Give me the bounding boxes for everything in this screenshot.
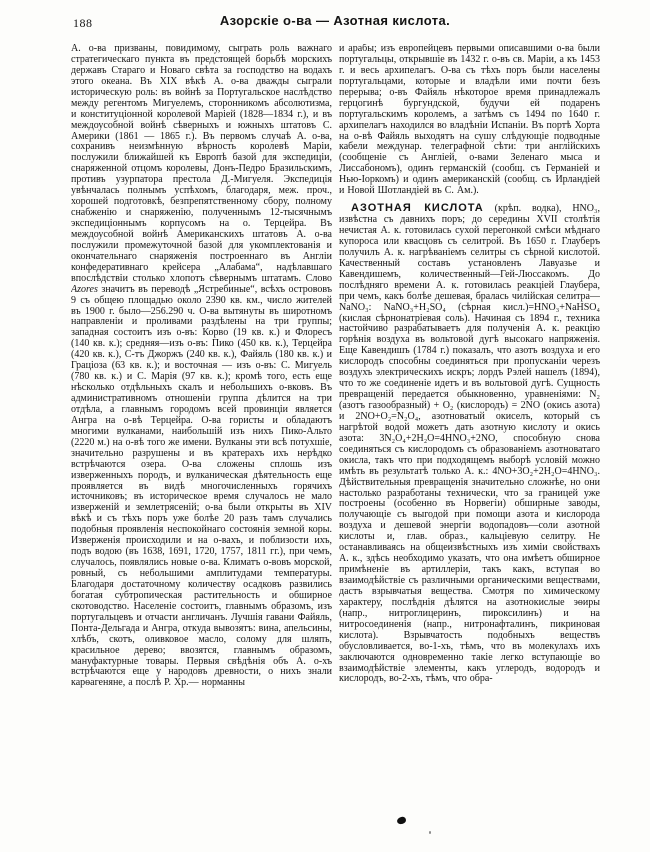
paragraph-nitric-acid-article: [339, 203, 600, 685]
ink-blot: [396, 816, 407, 825]
page-header: [71, 13, 599, 33]
paragraph-text: значитъ въ переводѣ „Ястребиные“, всѣхъ острововъ 9 съ общею площадью около 2390 кв. км., число жителей въ 1900 г. было—256.290 ч. О-ва вытянуты въ широтномъ направленіи и проливами раздѣлены на три группы; западная состоитъ изъ о-въ: Корво (19 кв. к.) и Флоресъ (140 кв. к.); средняя—изъ о-въ: Пико (450 кв. к.), Терцейра (420 кв. к.), С-тъ Джоржъ (240 кв. к.), Файяль (180 кв. к.) и Граціоза (63 кв. к.); и восточная — изъ о-въ: С. Мигуель (780 кв. к.) и С. Марія (97 кв. к.); кромѣ того, есть еще нѣсколько отдѣльныхъ скалъ и небольшихъ о-вковъ. Въ административномъ отношеніи группа дѣлится на три отдѣла, а главнымъ городомъ всей провинціи является Ангра на о-вѣ Терцейра. О-ва гористы и обладаютъ многими вулканами, наибольшій изъ нихъ Пико-Альто (2220 м.) на о-вѣ того же имени. Вулканы эти всѣ потухшіе, значительно разрушены и въ кратерахъ ихъ нерѣдко встрѣчаются озера. О-ва сложены сплошь изъ изверженныхъ породъ, и вулканическая дѣятельность еще проявляется въ видѣ многочисленныхъ горячихъ источниковъ; въ историческое время случалось не мало изверженій и землетрясеній; о-ва были открыты въ XIV вѣкѣ и съ тѣхъ поръ уже болѣе 20 разъ тамъ случались подобныя проявленія неспокойнаго состоянія земной коры. Изверженія происходили и на о-вахъ, и поблизости ихъ, подъ водою (въ 1638, 1691, 1720, 1757, 1811 гг.), при чемъ, случалось, появлялись новые о-ва. Климатъ о-вовъ морской, ровный, съ небольшими амплитудами температуры. Благодаря достаточному количеству осадковъ развились богатая субтропическая растительность и обширное скотоводство. Населеніе состоитъ, главнымъ образомъ, изъ португальцевъ и отчасти англичанъ. Лучшія гавани Файяль, Понта-Дельгада и Ангра, откуда вывозятъ: вина, апельсины, хлѣбъ, скотъ, оливковое масло, солому для шляпъ, красильное дерево; ввозятся, главнымъ образомъ, мануфактурные товары. Первыя свѣдѣнія объ А. о-хъ встрѣчаются еще у народовъ древности, о нихъ знали карѳагеняне, а послѣ Р. Хр.— норманны: [71, 283, 332, 689]
article-heading-nitric-acid: АЗОТНАЯ КИСЛОТА: [351, 202, 484, 215]
running-title: Азорскіе о-ва — Азотная кислота.: [219, 13, 451, 28]
text-column-left: [71, 44, 332, 794]
paragraph-azores-article: [71, 44, 332, 689]
page-number: 188: [73, 16, 93, 30]
ink-speck: [429, 831, 431, 834]
paragraph-text: А. о-ва призваны, повидимому, сыграть роль важнаго стратегическаго пункта въ предстоящей борьбѣ морскихъ державъ Стараго и Новаго свѣта за господство на водахъ этого океана. Въ XIX вѣкѣ А. о-ва дважды сыграли историческую роль: въ войнѣ за Португальское наслѣдство между регентомъ Мигуелемъ, сторонникомъ абсолютизма, и конституціонной королевой Маріей (1828—1834 г.), и въ междоусобной войнѣ сѣверныхъ и южныхъ штатовъ С. Америки (1861 — 1865 г.). Въ первомъ случаѣ А. о-ва, сохранивъ неизмѣнную вѣрность королевѣ Маріи, послужили ближайшей къ Европѣ базой для экспедиціи, снаряженной отцомъ королевы, Донъ-Педро Бразильскимъ, противъ узурпатора престола Д.-Мигуеля. Экспедиція увѣнчалась полнымъ успѣхомъ, благодаря, меж. проч., хорошей подготовкѣ, безпрепятственному сбору, полному снабженію и снаряженію, полученнымъ 12-тысячнымъ экспедиціоннымъ корпусомъ на о. Терцейра. Въ междоусобной войнѣ Американскихъ штатовъ А. о-ва послужили промежуточной базой для укомплектованія и окончательнаго снаряженія построеннаго въ Англіи конфедеративнаго крейсера „Алабама“, надѣлавшаго впослѣдствіи столько хлопотъ сѣвернымъ штатамъ. Слово: [71, 44, 332, 284]
text-columns: [71, 44, 600, 794]
paragraph-text: (крѣп. водка), HNO₃, извѣстна съ давнихъ поръ; до середины XVII столѣтія нечистая А. к. готовилась сухой перегонкой смѣси мѣднаго купороса или квасцовъ съ селитрой. Въ 1650 г. Глауберъ получилъ А. к. нагрѣваніемъ селитры съ сѣрной кислотой. Качественный составъ установленъ Лавуазье и Кавендишемъ, количественный—Гей-Люссакомъ. До послѣдняго времени А. к. готовилась реакціей Глаубера, при чемъ, какъ болѣе дешевая, бралась чилійская селитра—NaNO₃: NaNO₃+H₂SO₄ (сѣрная кисл.)=HNO₃+NaHSO₄ (кислая сѣрнонатріевая соль). Начиная съ 1894 г., техника настойчиво разрабатываетъ для полученія А. к. реакцію горѣнія воздуха въ вольтовой дугѣ высокаго напряженія. Еще Кавендишъ (1784 г.) показалъ, что азотъ воздуха и его кислородъ способны соединяться при пропусканіи черезъ воздухъ электрическихъ искръ; лордъ Рэлей нашелъ (1894), что то же соединеніе идетъ и въ вольтовой дугѣ. Сущность превращеній передается обыкновенно, уравненіями: N₂ (азотъ газообразный) + O₂ (кислородъ) = 2NO (окись азота) и 2NO+O₂=N₂O₄, азотноватый окиселъ, который съ нагрѣтой водой можетъ дать азотную кислоту и окись азота: 3N₂O₄+2H₂O=4HNO₃+2NO, способную снова соединяться съ кислородомъ съ образованіемъ азотноватаго окисла, такъ что при подходящемъ выборѣ условій можно имѣть въ результатѣ только А. к.: 4NO+3O₂+2H₂O=4HNO₃. Дѣйствительныя превращенія значительно сложнѣе, но они настолько разработаны технически, что за границей уже построены (особенно въ Норвегіи) обширные заводы, получающіе съ выгодой при помощи азота и кислорода воздуха и дешевой энергіи водопадовъ—соли азотной кислоты и, глав. образ., кальціевую селитру. Не останавливаясь на общеизвѣстныхъ изъ химіи свойствахъ А. к., здѣсь необходимо указать, что она имѣетъ обширное примѣненіе въ артиллеріи, такъ какъ, вступая во взаимодѣйствіе съ различными органическими веществами, дастъ взрывчатыя вещества. Смотря по химическому характеру, послѣднія дѣлятся на азотнокислые эѳиры (напр., нитроглицеринъ, пироксилинъ) и на нитросоединенія (напр., нитронафталинъ, пикриновая кислота). Взрывчатость подобныхъ веществъ обусловливается, во-1-хъ, тѣмъ, что въ молекулахъ ихъ заключаются одновременно такіе легко вступающіе во взаимодѣйствіе элементы, какъ углеродъ, водородъ и кислородъ, во-2-хъ, тѣмъ, что обра-: [339, 203, 600, 685]
paragraph-azores-article-end: и арабы; изъ европейцевъ первыми описавшими о-ва были португальцы, открывшіе въ 1432 г. о-въ св. Маріи, а къ 1453 г. и весь архипелагъ. О-ва съ тѣхъ поръ были населены португальцами, которые и владѣли ими почти безъ перерыва; о-въ Файяль нѣкоторое время принадлежалъ герцогинѣ бургундской, будучи ей подаренъ португальскимъ королемъ, а затѣмъ съ 1494 по 1640 г. архипелагъ находился во владѣніи Испаніи. Въ портѣ Хорта на о-вѣ Файяль выходятъ на сушу слѣдующіе подводные кабели междунар. телеграфной сѣти: три англійскихъ (сообщеніе съ Англіей, о-вами Зеленаго мыса и Лиссабономъ), одинъ германскій (сообщ. съ Германіей и Нью-Іоркомъ) и одинъ американскій (сообщ. съ Ирландіей и Новой Шотландіей въ С. Ам.).: [339, 44, 600, 197]
text-column-right: [339, 44, 600, 794]
azores-latin-word: Azores: [71, 283, 98, 295]
